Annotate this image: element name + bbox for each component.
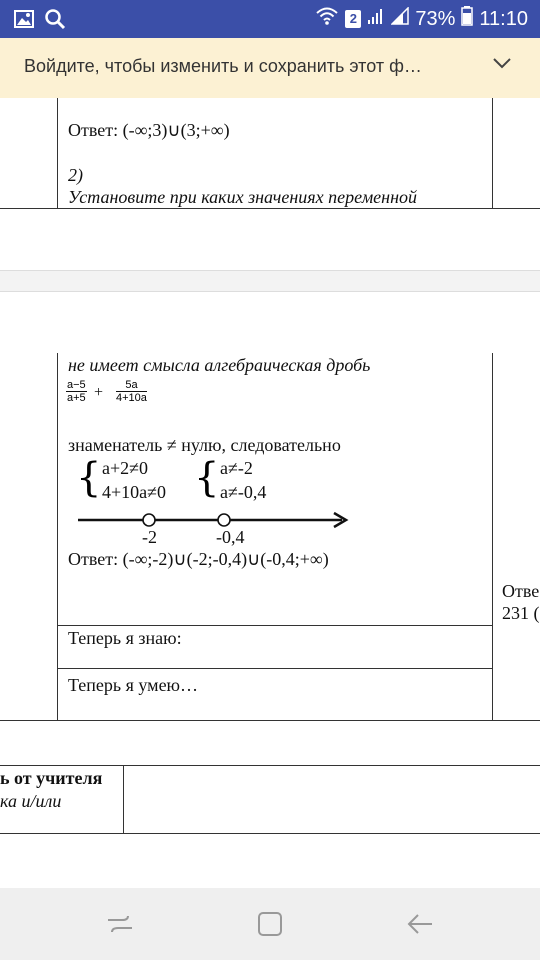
search-icon	[44, 8, 66, 35]
table-border	[492, 98, 493, 208]
system-brace: {	[76, 455, 102, 501]
fraction-2	[116, 379, 147, 404]
back-icon[interactable]	[400, 908, 440, 940]
home-icon[interactable]	[250, 908, 290, 940]
right-cell-text: 231 (	[502, 603, 540, 623]
signal-icon	[367, 7, 385, 31]
fraction-1	[66, 379, 87, 404]
signal-icon	[391, 7, 409, 31]
table-border	[57, 353, 58, 720]
item-number: 2)	[68, 165, 83, 185]
chevron-down-icon[interactable]	[492, 56, 512, 75]
sim-badge: 2	[345, 10, 361, 28]
banner-text: Войдите, чтобы изменить и сохранить этот ф…	[24, 56, 422, 76]
axis-label: -0,4	[216, 527, 245, 547]
status-bar	[0, 0, 540, 38]
system2-line1: a≠-2	[220, 458, 253, 478]
right-cell-text: Отве	[502, 581, 540, 601]
system2-line2: a≠-0,4	[220, 482, 267, 502]
battery-icon	[461, 6, 473, 32]
image-icon	[14, 10, 34, 33]
page-break	[0, 270, 540, 292]
sign-in-banner[interactable]	[0, 38, 540, 99]
fraction-2-numerator: 5a	[116, 379, 147, 392]
now-i-can: Теперь я умею…	[68, 675, 198, 695]
open-point	[143, 514, 155, 526]
table-border	[57, 625, 492, 626]
table-border	[492, 353, 493, 720]
table-border	[0, 765, 540, 766]
fraction-1-denominator: a+5	[67, 392, 86, 404]
recent-apps-icon[interactable]	[100, 908, 140, 940]
table-border	[57, 668, 492, 669]
plus-sign: +	[94, 384, 104, 401]
item-text: Установите при каких значениях переменной	[68, 187, 418, 207]
table-border	[123, 765, 124, 834]
system1-line1: a+2≠0	[102, 458, 149, 478]
number-line	[70, 508, 360, 532]
battery-label: 73%	[415, 7, 456, 30]
denominator-statement: знаменатель ≠ нулю, следовательно	[68, 435, 341, 455]
table-border	[0, 833, 540, 834]
answer-2: Ответ: (-∞;-2)∪(-2;-0,4)∪(-0,4;+∞)	[68, 549, 329, 569]
navigation-bar	[0, 888, 540, 960]
now-i-know: Теперь я знаю:	[68, 628, 182, 648]
table-border	[57, 98, 58, 208]
system1-line2: 4+10a≠0	[102, 482, 167, 502]
system-brace: {	[194, 455, 220, 501]
document-view[interactable]	[0, 98, 540, 888]
open-point	[218, 514, 230, 526]
table-border	[0, 208, 540, 209]
teacher-feedback-sublabel: ка и/или	[0, 791, 62, 811]
teacher-feedback-label: ь от учителя	[0, 768, 103, 788]
dr-definition-text: не имеет смысла алгебраическая дробь	[68, 355, 371, 375]
clock: 11:10	[479, 7, 528, 30]
wifi-icon	[315, 6, 339, 32]
table-border	[0, 720, 540, 721]
answer-1: Ответ: (-∞;3)∪(3;+∞)	[68, 120, 230, 140]
axis-label: -2	[142, 527, 157, 547]
fraction-1-numerator: a−5	[67, 379, 86, 391]
fraction-2-denominator: 4+10a	[116, 392, 147, 404]
